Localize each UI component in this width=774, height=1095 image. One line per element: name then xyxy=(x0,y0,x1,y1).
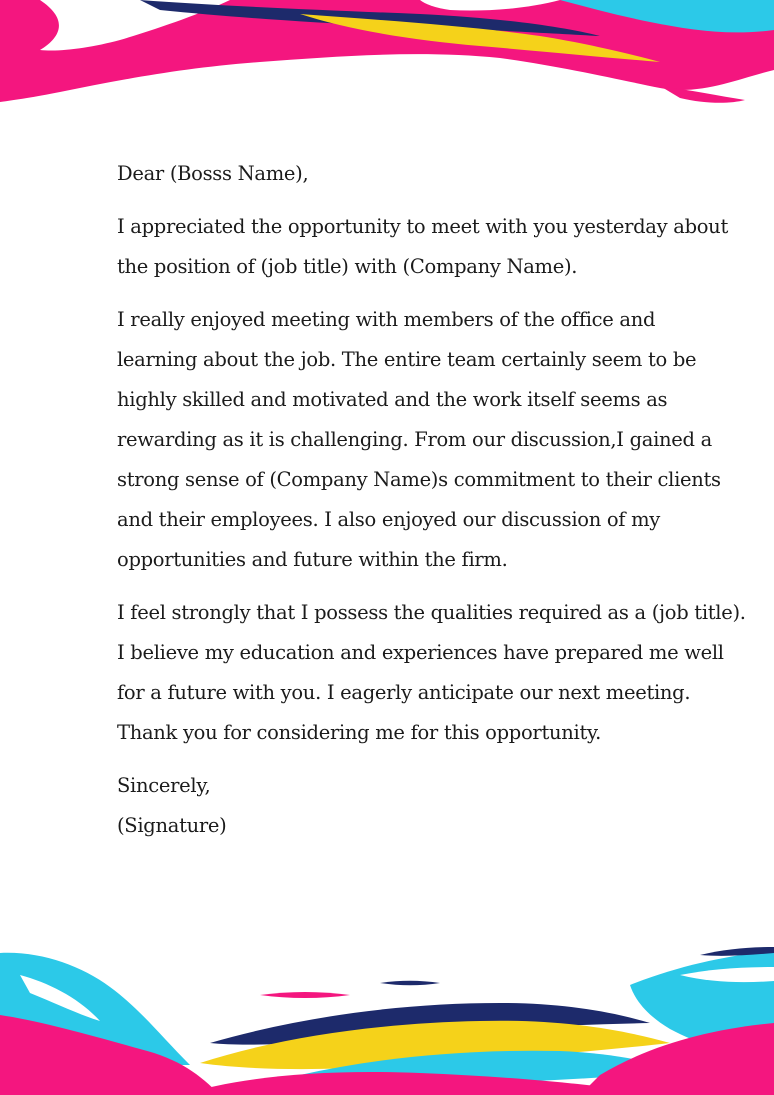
paragraph-line: and their employees. I also enjoyed our discussion of my xyxy=(117,508,661,531)
closing: Sincerely, xyxy=(117,774,211,797)
paragraph-1 xyxy=(117,207,728,287)
top-magenta-splash xyxy=(660,86,745,103)
bottom-navy-fleck xyxy=(380,981,440,986)
paragraph-line: rewarding as it is challenging. From our discussion,I gained a xyxy=(117,428,712,451)
paragraph-line: Thank you for considering me for this opportunity. xyxy=(117,721,602,744)
paragraph-line: opportunities and future within the firm. xyxy=(117,548,508,571)
salutation: Dear (Bosss Name), xyxy=(117,162,309,185)
closing-block xyxy=(117,766,677,846)
paragraph-line: learning about the job. The entire team certainly seem to be xyxy=(117,348,697,371)
letter-body xyxy=(117,154,746,859)
bottom-magenta-fleck xyxy=(260,992,350,998)
paragraph-2 xyxy=(117,300,721,580)
signature: (Signature) xyxy=(117,814,227,837)
paragraph-line: highly skilled and motivated and the work itself seems as xyxy=(117,388,668,411)
paragraph-line: I appreciated the opportunity to meet with you yesterday about xyxy=(117,215,728,238)
paragraph-line: I feel strongly that I possess the qualities required as a (job title). xyxy=(117,601,746,624)
paragraph-line: for a future with you. I eagerly anticipate our next meeting. xyxy=(117,681,691,704)
paragraph-3 xyxy=(117,593,746,753)
paragraph-line: I believe my education and experiences have prepared me well xyxy=(117,641,724,664)
paragraph-line: strong sense of (Company Name)s commitment to their clients xyxy=(117,468,721,491)
bottom-paint-decoration xyxy=(0,925,774,1095)
top-paint-decoration xyxy=(0,0,774,120)
paragraph-line: I really enjoyed meeting with members of the office and xyxy=(117,308,656,331)
paragraph-line: the position of (job title) with (Company Name). xyxy=(117,255,578,278)
